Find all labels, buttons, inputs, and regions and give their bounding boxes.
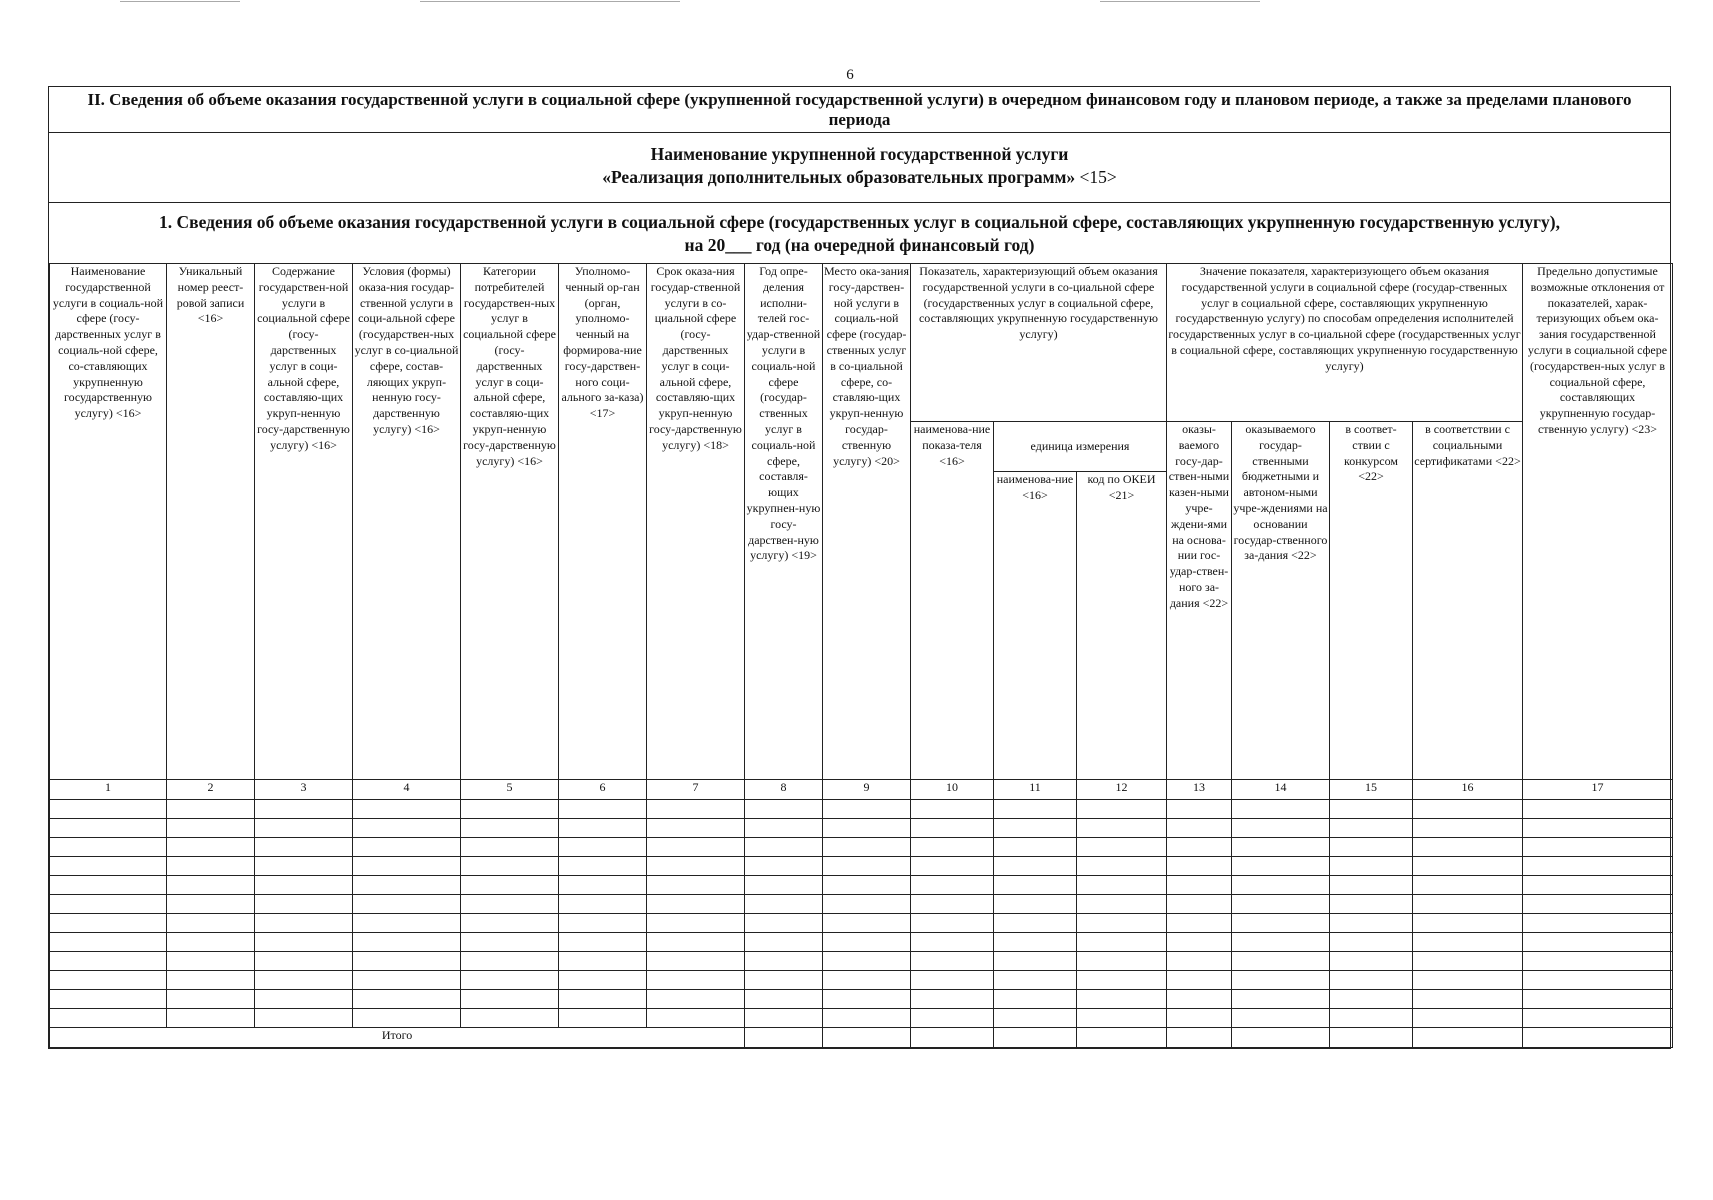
table-cell: [461, 800, 559, 819]
table-cell: [647, 971, 745, 990]
table-cell: [1523, 838, 1673, 857]
table-row: [50, 857, 1673, 876]
table-cell: [1232, 914, 1330, 933]
table-cell: [994, 838, 1077, 857]
table-cell: [255, 876, 353, 895]
table-cell: [745, 1009, 823, 1028]
col-header-11: наименова-ние <16>: [994, 472, 1077, 780]
column-number: 4: [353, 780, 461, 800]
table-cell: [1167, 800, 1232, 819]
table-cell: [353, 1009, 461, 1028]
column-number: 5: [461, 780, 559, 800]
table-cell: [1232, 800, 1330, 819]
col-header-14: оказываемого государ-ственными бюджетными и автоном-ными учре-ждениями на основании государ-ственного за-дания <22>: [1232, 422, 1330, 780]
table-cell: [911, 838, 994, 857]
table-cell: [50, 914, 167, 933]
total-cell: [1077, 1028, 1167, 1048]
total-cell: [745, 1028, 823, 1048]
table-cell: [745, 895, 823, 914]
subsection-line-1: 1. Сведения об объеме оказания государственной услуги в социальной сфере (государственных услуг в социальной сфере, составляющих укрупненную государственную услугу),: [159, 212, 1560, 232]
table-cell: [1232, 895, 1330, 914]
table-cell: [1413, 990, 1523, 1009]
table-cell: [1413, 857, 1523, 876]
table-cell: [911, 1009, 994, 1028]
table-cell: [994, 876, 1077, 895]
table-cell: [911, 952, 994, 971]
table-cell: [647, 990, 745, 1009]
indicator-group-header: Показатель, характеризующий объем оказания государственной услуги в со-циальной сфере (государственных услуг в социальной сфере, составляющих укрупненную государственную услугу): [911, 264, 1167, 422]
table-cell: [50, 838, 167, 857]
table-cell: [994, 990, 1077, 1009]
table-cell: [1232, 990, 1330, 1009]
table-cell: [1413, 933, 1523, 952]
table-cell: [1523, 914, 1673, 933]
table-cell: [50, 819, 167, 838]
table-cell: [461, 1009, 559, 1028]
table-cell: [823, 952, 911, 971]
table-cell: [745, 914, 823, 933]
table-cell: [647, 819, 745, 838]
table-cell: [911, 857, 994, 876]
table-cell: [353, 933, 461, 952]
col-header-5: Категории потребителей государствен-ных услуг в социальной сфере (госу-дарственных услуг в соци-альной сфере, составляю-щих укруп-ненную госу-дарственную услугу) <16>: [461, 264, 559, 780]
table-cell: [1077, 914, 1167, 933]
top-edge-mark: [1100, 1, 1260, 2]
table-cell: [911, 895, 994, 914]
table-cell: [994, 933, 1077, 952]
column-number: 2: [167, 780, 255, 800]
col-header-8: Год опре-деления исполни-телей гос-удар-ственной услуги в социаль-ной сфере (государ-ственных услуг в социаль-ной сфере, составля-ющих укрупнен-ную госу-дарствен-ную услугу) <19>: [745, 264, 823, 780]
table-cell: [50, 876, 167, 895]
table-cell: [1413, 971, 1523, 990]
table-cell: [823, 876, 911, 895]
table-cell: [1077, 895, 1167, 914]
table-row: [50, 914, 1673, 933]
table-cell: [1330, 857, 1413, 876]
column-number: 15: [1330, 780, 1413, 800]
total-row: [50, 1028, 1673, 1048]
table-cell: [1232, 838, 1330, 857]
table-cell: [823, 933, 911, 952]
table-cell: [823, 914, 911, 933]
table-cell: [1523, 876, 1673, 895]
table-cell: [1167, 876, 1232, 895]
table-cell: [911, 800, 994, 819]
table-cell: [1413, 838, 1523, 857]
table-cell: [1077, 1009, 1167, 1028]
col-header-16: в соответствии с социальными сертификатами <22>: [1413, 422, 1523, 780]
table-cell: [647, 876, 745, 895]
table-cell: [745, 933, 823, 952]
table-cell: [461, 876, 559, 895]
table-cell: [1330, 876, 1413, 895]
table-cell: [1077, 990, 1167, 1009]
table-cell: [994, 819, 1077, 838]
table-cell: [559, 990, 647, 1009]
table-cell: [167, 952, 255, 971]
table-cell: [911, 971, 994, 990]
service-block: [49, 133, 1670, 203]
table-row: [50, 1009, 1673, 1028]
top-edge-mark: [120, 1, 240, 2]
col-header-12: код по ОКЕИ <21>: [1077, 472, 1167, 780]
table-cell: [745, 838, 823, 857]
table-cell: [911, 876, 994, 895]
table-cell: [1330, 971, 1413, 990]
table-cell: [1077, 971, 1167, 990]
total-cell: [1167, 1028, 1232, 1048]
service-heading: Наименование укрупненной государственной услуги: [650, 144, 1069, 164]
table-cell: [167, 895, 255, 914]
col-header-1: Наименование государственной услуги в социаль-ной сфере (госу-дарственных услуг в социаль-ной сфере, со-ставляющих укрупненную государственную услугу) <16>: [50, 264, 167, 780]
table-cell: [823, 800, 911, 819]
table-cell: [559, 971, 647, 990]
table-cell: [559, 876, 647, 895]
table-cell: [994, 952, 1077, 971]
table-cell: [353, 895, 461, 914]
table-cell: [255, 914, 353, 933]
col-header-10: наименова-ние показа-теля <16>: [911, 422, 994, 780]
table-cell: [1523, 895, 1673, 914]
table-row: [50, 990, 1673, 1009]
table-cell: [559, 895, 647, 914]
column-number: 9: [823, 780, 911, 800]
column-number: 6: [559, 780, 647, 800]
table-cell: [167, 876, 255, 895]
table-cell: [745, 952, 823, 971]
col-header-13: оказы-ваемого госу-дар-ствен-ными казен-ными учре-ждени-ями на основа-нии гос-удар-ствен-ного за-дания <22>: [1167, 422, 1232, 780]
service-ref: <15>: [1079, 167, 1117, 187]
table-cell: [461, 819, 559, 838]
table-cell: [1523, 933, 1673, 952]
table-cell: [167, 933, 255, 952]
column-number: 1: [50, 780, 167, 800]
table-cell: [50, 1009, 167, 1028]
total-cell: [911, 1028, 994, 1048]
table-cell: [647, 1009, 745, 1028]
table-cell: [255, 895, 353, 914]
total-label: Итого: [50, 1028, 745, 1048]
table-cell: [1232, 876, 1330, 895]
table-cell: [1232, 933, 1330, 952]
service-name-line: [49, 166, 1670, 189]
form-sheet: [48, 86, 1671, 1049]
table-cell: [167, 990, 255, 1009]
table-cell: [1232, 819, 1330, 838]
table-cell: [1413, 895, 1523, 914]
value-group-header: Значение показателя, характеризующего объем оказания государственной услуги в социальной сфере (государ-ственных услуг в социальной сфере, составляющих укрупненную государственную услугу) по способам определения исполнителей государственных услуг в со-циальной сфере (государственных услуг в социальной сфере, составляющих укрупненную государственную услугу): [1167, 264, 1523, 422]
column-number: 11: [994, 780, 1077, 800]
table-cell: [353, 819, 461, 838]
table-cell: [255, 800, 353, 819]
table-row: [50, 876, 1673, 895]
table-cell: [1232, 971, 1330, 990]
table-cell: [461, 952, 559, 971]
table-cell: [353, 990, 461, 1009]
table-cell: [1330, 895, 1413, 914]
table-cell: [559, 838, 647, 857]
table-cell: [647, 800, 745, 819]
table-cell: [461, 933, 559, 952]
table-cell: [1413, 819, 1523, 838]
total-cell: [823, 1028, 911, 1048]
table-row: [50, 800, 1673, 819]
table-cell: [1077, 800, 1167, 819]
col-header-9: Место ока-зания госу-дарствен-ной услуги в социаль-ной сфере (государ-ственных услуг в со-циальной сфере, со-ставляю-щих укруп-ненную государ-ственную услугу) <20>: [823, 264, 911, 780]
table-cell: [50, 952, 167, 971]
column-number: 16: [1413, 780, 1523, 800]
table-cell: [461, 971, 559, 990]
table-cell: [255, 819, 353, 838]
volume-table: [49, 263, 1673, 1048]
table-cell: [1523, 800, 1673, 819]
table-cell: [994, 971, 1077, 990]
total-cell: [1413, 1028, 1523, 1048]
column-number: 14: [1232, 780, 1330, 800]
table-cell: [50, 895, 167, 914]
column-number: 8: [745, 780, 823, 800]
table-cell: [1523, 952, 1673, 971]
table-cell: [1167, 914, 1232, 933]
table-cell: [1232, 857, 1330, 876]
table-cell: [647, 914, 745, 933]
table-cell: [1523, 971, 1673, 990]
table-cell: [745, 990, 823, 1009]
table-cell: [353, 857, 461, 876]
table-cell: [823, 971, 911, 990]
table-cell: [255, 990, 353, 1009]
table-cell: [823, 1009, 911, 1028]
table-cell: [1232, 1009, 1330, 1028]
table-cell: [353, 800, 461, 819]
table-cell: [823, 895, 911, 914]
table-cell: [994, 857, 1077, 876]
service-name: «Реализация дополнительных образовательных программ»: [602, 167, 1076, 187]
table-cell: [745, 800, 823, 819]
table-cell: [461, 838, 559, 857]
table-cell: [1330, 1009, 1413, 1028]
table-cell: [559, 1009, 647, 1028]
table-cell: [50, 800, 167, 819]
table-cell: [1077, 933, 1167, 952]
column-number: 3: [255, 780, 353, 800]
column-number: 13: [1167, 780, 1232, 800]
table-cell: [1167, 857, 1232, 876]
table-cell: [994, 1009, 1077, 1028]
table-cell: [745, 819, 823, 838]
table-cell: [1167, 971, 1232, 990]
total-cell: [1523, 1028, 1673, 1048]
subsection-title: [49, 203, 1670, 263]
table-cell: [167, 819, 255, 838]
table-cell: [461, 990, 559, 1009]
table-cell: [1330, 819, 1413, 838]
table-cell: [255, 971, 353, 990]
table-cell: [823, 819, 911, 838]
col-header-17: Предельно допустимые возможные отклонения от показателей, харак-теризующих объем ока-зания государственной услуги в социальной сфере (государствен-ных услуг в социальной сфере, составляющих укрупненную государ-ственную услугу) <23>: [1523, 264, 1673, 780]
column-number: 7: [647, 780, 745, 800]
table-cell: [559, 952, 647, 971]
table-cell: [1077, 838, 1167, 857]
column-number: 12: [1077, 780, 1167, 800]
table-cell: [255, 838, 353, 857]
table-cell: [823, 838, 911, 857]
table-cell: [911, 933, 994, 952]
table-cell: [1077, 819, 1167, 838]
table-cell: [1413, 952, 1523, 971]
table-cell: [50, 857, 167, 876]
table-cell: [559, 800, 647, 819]
table-cell: [1232, 952, 1330, 971]
total-cell: [1330, 1028, 1413, 1048]
table-cell: [823, 990, 911, 1009]
table-cell: [1077, 952, 1167, 971]
table-cell: [353, 838, 461, 857]
table-cell: [255, 1009, 353, 1028]
table-cell: [1330, 990, 1413, 1009]
page-number: 6: [846, 67, 854, 83]
table-cell: [1330, 800, 1413, 819]
table-cell: [745, 857, 823, 876]
table-cell: [353, 952, 461, 971]
unit-group-header: единица измерения: [994, 422, 1167, 472]
table-cell: [559, 819, 647, 838]
table-cell: [353, 876, 461, 895]
data-rows: [50, 800, 1673, 1028]
table-cell: [994, 895, 1077, 914]
column-number: 17: [1523, 780, 1673, 800]
table-cell: [911, 819, 994, 838]
table-cell: [167, 857, 255, 876]
column-number: 10: [911, 780, 994, 800]
table-cell: [1167, 1009, 1232, 1028]
col-header-15: в соответ-ствии с конкурсом <22>: [1330, 422, 1413, 780]
col-header-4: Условия (формы) оказа-ния государ-ственной услуги в соци-альной сфере (государствен-ных услуг в со-циальной сфере, состав-ляющих укруп-ненную госу-дарственную услугу) <16>: [353, 264, 461, 780]
table-row: [50, 952, 1673, 971]
table-cell: [559, 933, 647, 952]
table-cell: [1523, 857, 1673, 876]
table-row: [50, 838, 1673, 857]
table-cell: [1413, 800, 1523, 819]
subsection-line-2: на 20___ год (на очередной финансовый год): [684, 235, 1035, 255]
col-header-3: Содержание государствен-ной услуги в социальной сфере (госу-дарственных услуг в соци-альной сфере, составляю-щих укруп-ненную госу-дарственную услугу) <16>: [255, 264, 353, 780]
table-cell: [50, 933, 167, 952]
table-cell: [647, 857, 745, 876]
top-edge-mark: [420, 1, 680, 2]
table-cell: [353, 971, 461, 990]
table-cell: [1523, 990, 1673, 1009]
table-cell: [1167, 952, 1232, 971]
table-cell: [1413, 914, 1523, 933]
table-cell: [1523, 819, 1673, 838]
table-cell: [1330, 952, 1413, 971]
table-cell: [1167, 990, 1232, 1009]
table-cell: [50, 990, 167, 1009]
table-cell: [255, 952, 353, 971]
table-row: [50, 933, 1673, 952]
table-cell: [353, 914, 461, 933]
table-cell: [1167, 819, 1232, 838]
table-cell: [1167, 838, 1232, 857]
table-cell: [647, 838, 745, 857]
table-cell: [911, 914, 994, 933]
table-cell: [167, 971, 255, 990]
col-header-6: Уполномо-ченный ор-ган (орган, уполномо-ченный на формирова-ние госу-дарствен-ного соци-ального за-каза) <17>: [559, 264, 647, 780]
column-number-row: [50, 780, 1673, 800]
table-cell: [167, 1009, 255, 1028]
table-cell: [994, 800, 1077, 819]
table-row: [50, 895, 1673, 914]
table-cell: [50, 971, 167, 990]
table-cell: [1330, 914, 1413, 933]
table-row: [50, 819, 1673, 838]
table-cell: [167, 800, 255, 819]
table-cell: [1413, 1009, 1523, 1028]
table-cell: [461, 857, 559, 876]
table-cell: [1077, 876, 1167, 895]
total-cell: [994, 1028, 1077, 1048]
table-cell: [167, 914, 255, 933]
table-cell: [255, 857, 353, 876]
table-cell: [745, 876, 823, 895]
col-header-7: Срок оказа-ния государ-ственной услуги в со-циальной сфере (госу-дарственных услуг в соци-альной сфере, составляю-щих укруп-ненную госу-дарственную услугу) <18>: [647, 264, 745, 780]
table-cell: [1330, 933, 1413, 952]
table-cell: [559, 857, 647, 876]
table-cell: [647, 933, 745, 952]
table-cell: [1523, 1009, 1673, 1028]
table-cell: [1167, 933, 1232, 952]
table-cell: [647, 952, 745, 971]
section-title: II. Сведения об объеме оказания государственной услуги в социальной сфере (укрупненной государственной услуги) в очередном финансовом году и плановом периоде, а также за пределами планового периода: [49, 87, 1670, 133]
col-header-2: Уникальный номер реест-ровой записи <16>: [167, 264, 255, 780]
table-cell: [167, 838, 255, 857]
table-cell: [745, 971, 823, 990]
table-cell: [559, 914, 647, 933]
table-cell: [461, 914, 559, 933]
total-cell: [1232, 1028, 1330, 1048]
table-cell: [823, 857, 911, 876]
table-cell: [255, 933, 353, 952]
table-cell: [1077, 857, 1167, 876]
table-cell: [1167, 895, 1232, 914]
table-cell: [461, 895, 559, 914]
table-cell: [911, 990, 994, 1009]
table-cell: [994, 914, 1077, 933]
table-row: [50, 971, 1673, 990]
table-cell: [1413, 876, 1523, 895]
table-cell: [647, 895, 745, 914]
table-cell: [1330, 838, 1413, 857]
